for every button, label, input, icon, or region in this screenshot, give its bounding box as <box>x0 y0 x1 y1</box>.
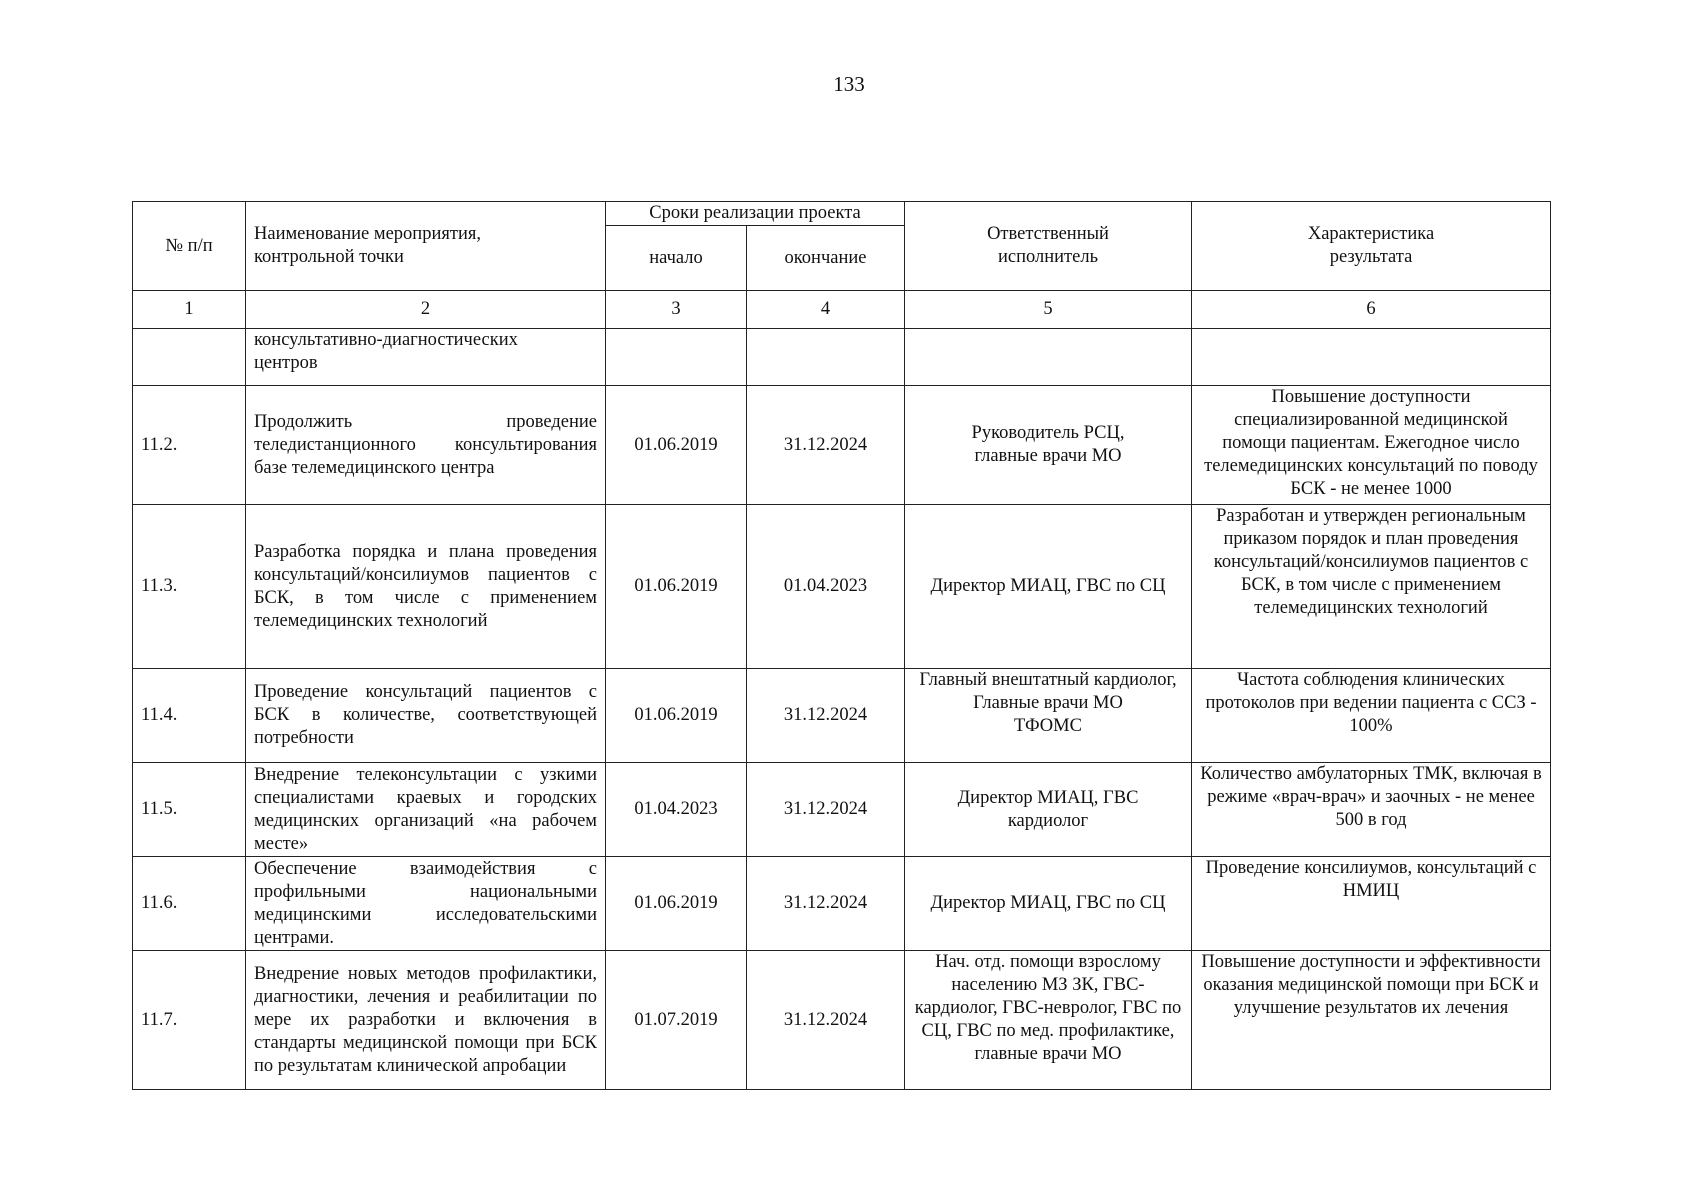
row-name: консультативно-диагностических центров <box>246 329 606 386</box>
row-num: 11.7. <box>133 951 246 1090</box>
row-end: 31.12.2024 <box>747 386 905 505</box>
row-name: Внедрение телеконсультации с узкими специалистами краевых и городских медицинских организаций «на рабочем месте» <box>246 763 606 857</box>
row-num: 11.6. <box>133 857 246 951</box>
row-start: 01.06.2019 <box>606 857 747 951</box>
row-responsible: Нач. отд. помощи взрослому населению МЗ ЗК, ГВС-кардиолог, ГВС-невролог, ГВС по СЦ, ГВС по мед. профилактике, главные врачи МО <box>905 951 1192 1090</box>
row-result <box>1192 329 1551 386</box>
column-number: 6 <box>1192 291 1551 329</box>
column-numbers-row <box>133 291 1551 329</box>
row-start: 01.04.2023 <box>606 763 747 857</box>
row-start: 01.06.2019 <box>606 505 747 669</box>
table-row <box>133 857 1551 951</box>
header-start: начало <box>606 226 747 291</box>
row-responsible: Директор МИАЦ, ГВС кардиолог <box>905 763 1192 857</box>
table-row <box>133 951 1551 1090</box>
project-plan-table <box>132 201 1551 1090</box>
row-num: 11.2. <box>133 386 246 505</box>
table-row <box>133 329 1551 386</box>
row-end: 31.12.2024 <box>747 951 905 1090</box>
row-end: 01.04.2023 <box>747 505 905 669</box>
row-responsible: Директор МИАЦ, ГВС по СЦ <box>905 505 1192 669</box>
row-num: 11.5. <box>133 763 246 857</box>
header-num: № п/п <box>133 202 246 291</box>
table-row <box>133 505 1551 669</box>
row-responsible: Главный внештатный кардиолог, Главные врачи МО ТФОМС <box>905 669 1192 763</box>
row-result: Количество амбулаторных ТМК, включая в режиме «врач-врач» и заочных - не менее 500 в год <box>1192 763 1551 857</box>
table-row <box>133 669 1551 763</box>
row-name: Разработка порядка и плана проведения консультаций/консилиумов пациентов с БСК, в том числе с применением телемедицинских технологий <box>246 505 606 669</box>
row-result: Разработан и утвержден региональным приказом порядок и план проведения консультаций/консилиумов пациентов с БСК, в том числе с применением телемедицинских технологий <box>1192 505 1551 669</box>
header-name: Наименование мероприятия, контрольной точки <box>246 202 606 291</box>
page-number: 133 <box>833 72 865 96</box>
row-start: 01.07.2019 <box>606 951 747 1090</box>
header-terms: Сроки реализации проекта <box>606 202 905 226</box>
row-name: Продолжить проведение теледистанционного консультирования базе телемедицинского центра <box>246 386 606 505</box>
row-responsible <box>905 329 1192 386</box>
row-end: 31.12.2024 <box>747 763 905 857</box>
row-start: 01.06.2019 <box>606 669 747 763</box>
row-result: Повышение доступности специализированной медицинской помощи пациентам. Ежегодное число телемедицинских консультаций по поводу БСК - не менее 1000 <box>1192 386 1551 505</box>
header-row <box>133 202 1551 226</box>
row-result: Частота соблюдения клинических протоколов при ведении пациента с ССЗ - 100% <box>1192 669 1551 763</box>
column-number: 3 <box>606 291 747 329</box>
column-number: 5 <box>905 291 1192 329</box>
header-responsible: Ответственный исполнитель <box>905 202 1192 291</box>
row-num: 11.4. <box>133 669 246 763</box>
row-name: Обеспечение взаимодействия с профильными национальными медицинскими исследовательскими центрами. <box>246 857 606 951</box>
row-num <box>133 329 246 386</box>
row-name: Проведение консультаций пациентов с БСК в количестве, соответствующей потребности <box>246 669 606 763</box>
header-result: Характеристика результата <box>1192 202 1551 291</box>
row-end: 31.12.2024 <box>747 857 905 951</box>
column-number: 2 <box>246 291 606 329</box>
row-responsible: Руководитель РСЦ, главные врачи МО <box>905 386 1192 505</box>
row-start: 01.06.2019 <box>606 386 747 505</box>
row-num: 11.3. <box>133 505 246 669</box>
row-responsible: Директор МИАЦ, ГВС по СЦ <box>905 857 1192 951</box>
header-end: окончание <box>747 226 905 291</box>
table-row <box>133 386 1551 505</box>
table-row <box>133 763 1551 857</box>
row-name: Внедрение новых методов профилактики, диагностики, лечения и реабилитации по мере их разработки и включения в стандарты медицинской помощи при БСК по результатам клинической апробации <box>246 951 606 1090</box>
row-end <box>747 329 905 386</box>
row-end: 31.12.2024 <box>747 669 905 763</box>
column-number: 4 <box>747 291 905 329</box>
row-result: Повышение доступности и эффективности оказания медицинской помощи при БСК и улучшение результатов их лечения <box>1192 951 1551 1090</box>
column-number: 1 <box>133 291 246 329</box>
row-result: Проведение консилиумов, консультаций с НМИЦ <box>1192 857 1551 951</box>
row-start <box>606 329 747 386</box>
